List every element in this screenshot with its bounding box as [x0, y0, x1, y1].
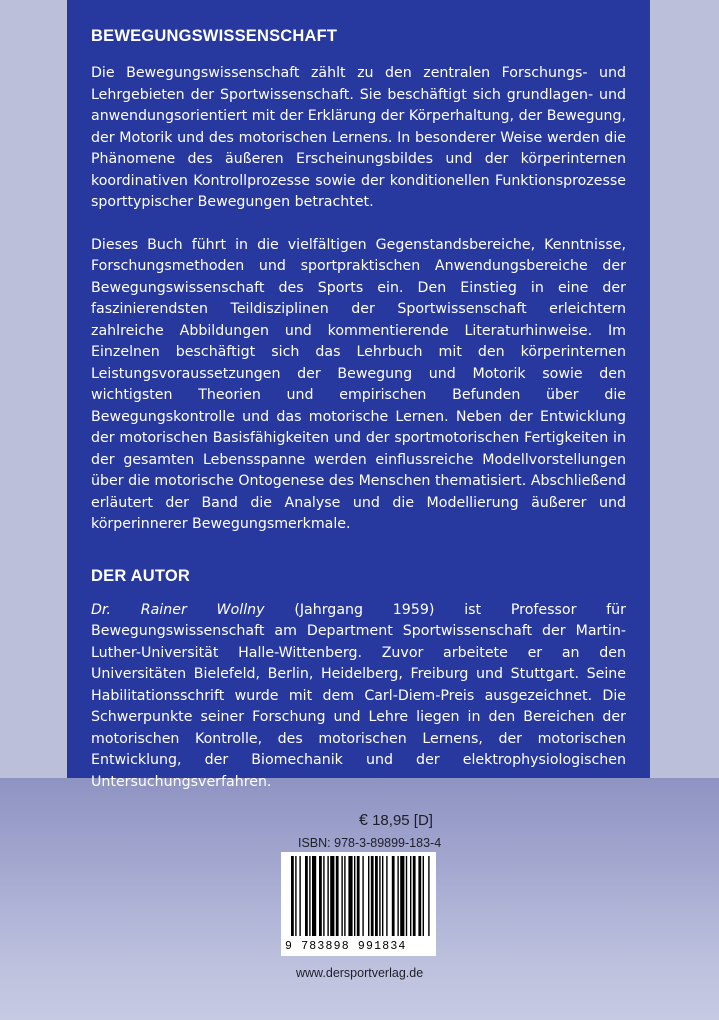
- barcode-bar: [299, 856, 300, 936]
- barcode-bar: [354, 856, 355, 936]
- barcode-bar: [362, 856, 363, 936]
- barcode-bar: [295, 856, 296, 936]
- barcode-bar: [312, 856, 316, 936]
- publisher-website: www.dersportverlag.de: [296, 966, 424, 980]
- barcode-bar: [341, 856, 342, 936]
- intro-paragraph: Die Bewegungswissenschaft zählt zu den zentralen Forschungs- und Lehrgebieten der Sportwissenschaft. Sie beschäftigt sich grundlagen- und anwendungsorientiert mit der Erklärung der Körperhaltung, der Bewegung, der Motorik und des motorischen Lernens. In besonderer Weise werden die Phänomene des äußeren Erscheinungsbildes und der körperinternen koordinativen Kontrollprozesse sowie der konditionellen Funktionsprozesse sporttypischer Bewegungen betrachtet.: [91, 65, 626, 210]
- barcode-bar: [386, 856, 387, 936]
- barcode-bar: [428, 856, 429, 936]
- barcode: [281, 852, 436, 956]
- back-cover-text-panel: [67, 0, 650, 790]
- barcode-bar: [327, 856, 328, 936]
- barcode-digits: 9 783898 991834: [285, 940, 407, 953]
- barcode-bar: [368, 856, 369, 936]
- price: [296, 812, 456, 830]
- barcode-bar: [319, 856, 322, 936]
- price-amount: 18,95 [D]: [367, 812, 433, 829]
- barcode-bar: [348, 856, 352, 936]
- barcode-bar: [330, 856, 334, 936]
- barcode-bar: [371, 856, 374, 936]
- barcode-bar: [382, 856, 383, 936]
- barcode-bar: [336, 856, 339, 936]
- isbn: ISBN: 978-3-89899-183-4: [298, 836, 442, 850]
- barcode-bar: [423, 856, 424, 936]
- barcode-bars: [281, 852, 436, 940]
- section-heading-author: DER AUTOR: [91, 566, 190, 585]
- barcode-bar: [418, 856, 421, 936]
- author-bio-paragraph: [91, 600, 626, 794]
- barcode-bar: [309, 856, 310, 936]
- section-heading-bewegungswissenschaft: BEWEGUNGSWISSENSCHAFT: [91, 27, 338, 45]
- barcode-bar: [375, 856, 378, 936]
- barcode-bar: [379, 856, 380, 936]
- barcode-bar: [397, 856, 398, 936]
- euro-sign: €: [359, 812, 368, 829]
- book-description-paragraph: Dieses Buch führt in die vielfältigen Gegenstandsbereiche, Kenntnisse, Forschungsmethoden und sportpraktischen Anwendungsbereiche der Bewegungswissenschaft des Sports ein. Den Einstieg in eine der faszinierendsten Teildisziplinen der Sportwissenschaft erleichtern zahlreiche Abbildungen und kommentierende Literaturhinweise. Im Einzelnen beschäftigt sich das Lehrbuch mit den körperinternen Leistungsvoraussetzungen der Bewegung und Motorik sowie den wichtigsten Theorien und empirischen Befunden über die Bewegungskontrolle und das motorische Lernen. Neben der Entwicklung der motorischen Basisfähigkeiten und der sportmotorischen Fertigkeiten in der gesamten Lebensspanne werden einflussreiche Modellvorstellungen über die motorische Ontogenese des Menschen thematisiert. Abschließend erläutert der Band die Analyse und die Modellierung äußerer und körperinnerer Bewegungsmerkmale.: [91, 236, 626, 532]
- barcode-bar: [400, 856, 404, 936]
- barcode-bar: [323, 856, 324, 936]
- price-block: [296, 812, 456, 852]
- barcode-bar: [344, 856, 345, 936]
- barcode-bar: [392, 856, 395, 936]
- barcode-bar: [291, 856, 294, 936]
- barcode-bar: [305, 856, 308, 936]
- barcode-bar: [357, 856, 360, 936]
- barcode-bar: [406, 856, 407, 936]
- barcode-bar: [413, 856, 416, 936]
- author-bio-text: (Jahrgang 1959) ist Professor für Bewegungswissenschaft am Department Sportwissenschaft der Martin-Luther-Universität Halle-Wittenberg. Zuvor arbeitete er an den Universitäten Bielefeld, Berlin, Heidelberg, Freiburg und Stuttgart. Seine Habilitationsschrift wurde mit dem Carl-Diem-Preis ausgezeichnet. Die Schwerpunkte seiner Forschung und Lehre liegen in den Bereichen der motorischen Kontrolle, des motorischen Lernens, der motorischen Entwicklung, der Biomechanik und der elektrophysiologischen Untersuchungsverfahren.: [91, 601, 626, 790]
- author-name: Dr. Rainer Wollny: [91, 601, 265, 618]
- barcode-bar: [410, 856, 411, 936]
